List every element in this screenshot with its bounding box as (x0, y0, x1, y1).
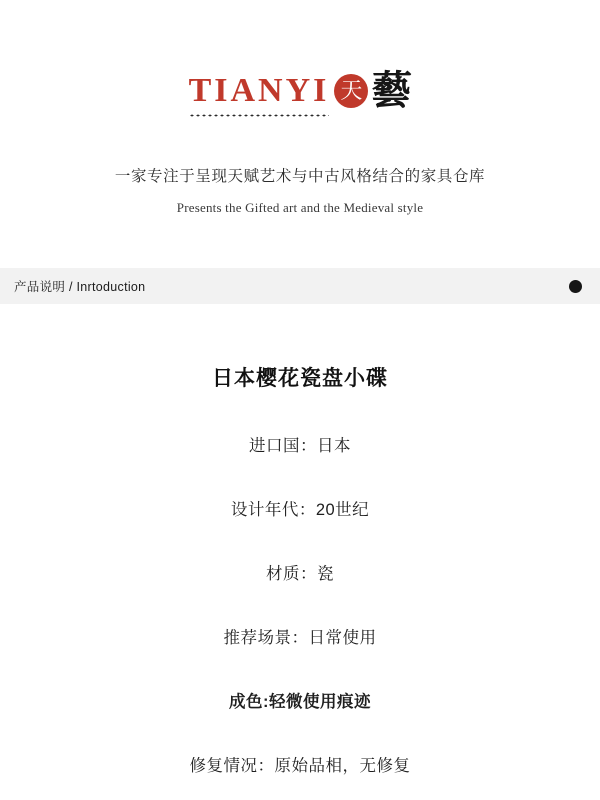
brand-wordmark (189, 74, 330, 112)
brand-logo (189, 58, 412, 112)
product-details (0, 304, 600, 776)
tagline-chinese: 一家专注于呈现天赋艺术与中古风格结合的家具仓库 (114, 168, 486, 185)
product-title: 日本樱花瓷盘小碟 (212, 367, 388, 390)
tagline-english: Presents the Gifted art and the Medieval style (176, 200, 424, 215)
section-header-bar (0, 268, 600, 304)
list-item: 推荐场景：日常使用 (223, 629, 377, 647)
section-title: 产品说明 / Inrtoduction (14, 280, 146, 294)
brand-wordmark-text: TIANYI (188, 72, 330, 109)
list-item: 修复情况：原始品相，无修复 (189, 757, 411, 775)
filled-circle-icon (569, 280, 582, 293)
list-item: 设计年代：20世纪 (230, 501, 370, 519)
brand-badge-icon: 天 (334, 74, 368, 108)
product-spec-list (0, 432, 600, 776)
list-item: 进口国：日本 (249, 437, 351, 455)
list-item: 成色:轻微使用痕迹 (229, 693, 371, 711)
brand-logo-block (0, 0, 600, 112)
list-item: 材质：瓷 (266, 565, 334, 583)
dotted-underline-icon (189, 114, 330, 117)
brand-brush-character: 藝 (369, 67, 414, 114)
